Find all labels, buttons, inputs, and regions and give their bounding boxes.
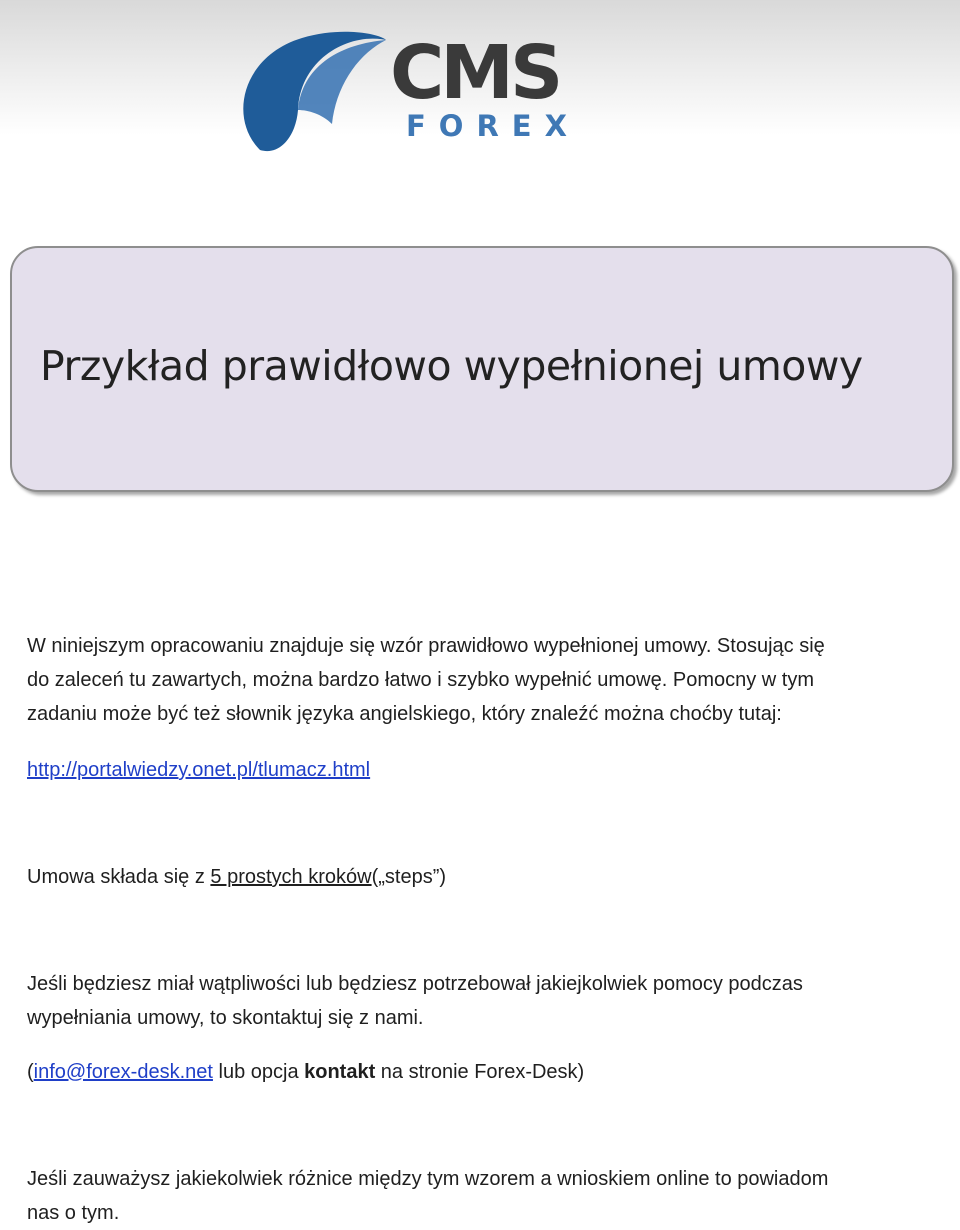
dictionary-link-line <box>27 753 370 787</box>
contact-email-link[interactable]: info@forex-desk.net <box>33 1061 213 1083</box>
swoosh-icon <box>240 28 390 158</box>
page-title: Przykład prawidłowo wypełnionej umowy <box>40 342 863 390</box>
steps-paragraph <box>27 860 937 894</box>
help-line: Jeśli będziesz miał wątpliwości lub będziesz potrzebował jakiejkolwiek pomocy podczas <box>27 973 803 995</box>
title-box <box>10 246 954 492</box>
intro-line: zadaniu może być też słownik języka angielskiego, który znaleźć można choćby tutaj: <box>27 703 782 725</box>
help-line: wypełniania umowy, to skontaktuj się z nami. <box>27 1007 424 1029</box>
contact-middle: lub opcja <box>212 1061 305 1083</box>
logo-cms-text: CMS <box>390 30 560 116</box>
intro-line: do zaleceń tu zawartych, można bardzo łatwo i szybko wypełnić umowę. Pomocny w tym <box>27 669 815 691</box>
help-paragraph <box>27 967 937 1035</box>
notice-line: Jeśli zauważysz jakiekolwiek różnice między tym wzorem a wnioskiem online to powiadom <box>27 1168 829 1190</box>
contact-open: ( <box>27 1061 34 1083</box>
contact-kontakt-bold: kontakt <box>304 1061 376 1083</box>
steps-suffix-text: („steps”) <box>371 866 447 888</box>
intro-paragraph <box>27 629 937 731</box>
notice-paragraph <box>27 1162 937 1230</box>
contact-end: na stronie Forex-Desk) <box>375 1061 585 1083</box>
notice-line: nas o tym. <box>27 1202 120 1224</box>
dictionary-link[interactable]: http://portalwiedzy.onet.pl/tlumacz.html <box>27 759 371 781</box>
intro-line: W niniejszym opracowaniu znajduje się wzór prawidłowo wypełnionej umowy. Stosując się <box>27 635 825 657</box>
logo-forex-text: FOREX <box>406 109 580 143</box>
steps-count-text: 5 prostych kroków <box>210 866 372 888</box>
cms-forex-logo <box>240 28 580 158</box>
contact-paragraph <box>27 1055 937 1089</box>
steps-text: Umowa składa się z <box>27 866 211 888</box>
